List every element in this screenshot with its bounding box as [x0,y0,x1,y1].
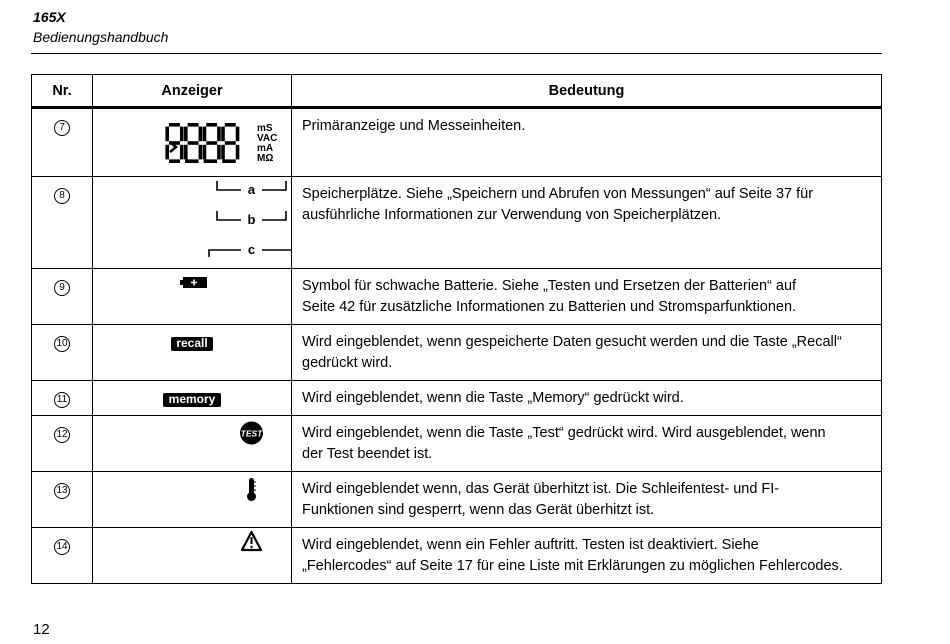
document-subtitle: Bedienungshandbuch [33,29,169,45]
row-number: 12 [54,427,70,443]
display-segment [236,127,240,142]
display-segment [188,123,199,127]
row-number: 9 [54,280,70,296]
row-number: 11 [54,392,70,408]
recall-badge-icon: recall [171,337,212,351]
test-badge-label: TEST [240,428,263,439]
warning-triangle-icon [93,528,292,572]
memory-label-c: c [247,242,256,257]
memory-location-brackets-icon [93,177,292,267]
display-segment [225,159,236,163]
description-line: Wird eingeblendet, wenn gespeicherte Daten gesucht werden und die Taste „Recall“ [302,334,842,350]
display-segment [203,145,207,160]
document-model: 165X [33,9,66,25]
display-segment [217,127,221,142]
display-segment [221,127,225,142]
display-segment [225,123,236,127]
table-row [32,472,882,528]
description-line: „Fehlercodes“ auf Seite 17 für eine Liste mit Erklärungen zu möglichen Fehlercodes. [302,558,843,574]
description-line: Funktionen sind gesperrt, wenn das Gerät überhitzt ist. [302,502,655,518]
display-segment [217,145,221,160]
table-row [32,108,882,177]
table-row [32,381,882,416]
unit-label: mA [257,143,274,154]
description-line: gedrückt wird. [302,355,393,371]
column-header-anzeiger: Anzeiger [93,75,292,108]
display-segment [188,141,199,145]
row-number: 13 [54,483,70,499]
unit-label: VAC [257,133,278,144]
test-badge-icon [93,416,292,460]
display-segment [199,145,203,160]
description-line: Seite 42 für zusätzliche Informationen zu Batterien und Stromsparfunktionen. [302,299,797,315]
table-row [32,269,882,325]
display-segment [206,123,217,127]
seven-segment-display-icon [93,109,292,169]
description-line: ausführliche Informationen zur Verwendung von Speicherplätzen. [302,207,722,223]
unit-label: mS [257,123,273,134]
table-row [32,528,882,584]
display-segment [206,141,217,145]
table-row [32,177,882,269]
description-line: Symbol für schwache Batterie. Siehe „Testen und Ersetzen der Batterien“ auf [302,278,797,294]
row-number: 7 [54,120,70,136]
display-segment [184,127,188,142]
memory-label-b: b [247,212,256,227]
description-line: Wird eingeblendet, wenn die Taste „Test“ gedrückt wird. Wird ausgeblendet, wenn [302,425,826,441]
display-segment [203,127,207,142]
description-line: Wird eingeblendet, wenn ein Fehler auftritt. Testen ist deaktiviert. Siehe [302,537,759,553]
header-rule [31,53,882,54]
display-segment [184,145,188,160]
table-header-row [32,75,882,108]
column-header-bedeutung: Bedeutung [292,75,882,108]
display-segment [169,123,180,127]
display-segment [165,145,169,160]
row-number: 10 [54,336,70,352]
memory-label-a: a [247,182,256,197]
display-segment [188,159,199,163]
display-segment [225,141,236,145]
display-segment [165,127,169,142]
display-segment [236,145,240,160]
description-text: Primäranzeige und Messeinheiten. [302,118,526,134]
display-segment [169,159,180,163]
low-battery-icon [93,269,292,309]
row-number: 8 [54,188,70,204]
row-number: 14 [54,539,70,555]
display-segment [199,127,203,142]
description-line: Speicherplätze. Siehe „Speichern und Abrufen von Messungen“ auf Seite 37 für [302,186,814,202]
column-header-nr: Nr. [32,75,93,108]
page-number: 12 [33,621,50,638]
table-row [32,416,882,472]
description-line: der Test beendet ist. [302,446,433,462]
table-row [32,325,882,381]
description-line: Wird eingeblendet wenn, das Gerät überhitzt ist. Die Schleifentest- und FI- [302,481,780,497]
description-text: Wird eingeblendet, wenn die Taste „Memory“ gedrückt wird. [302,390,684,406]
indicator-table [31,74,882,584]
display-segment [180,127,184,142]
unit-label: MΩ [257,153,274,164]
display-segment [206,159,217,163]
thermometer-icon [93,472,292,516]
display-segment [221,145,225,160]
memory-badge-icon: memory [163,393,222,407]
display-segment [180,145,184,160]
